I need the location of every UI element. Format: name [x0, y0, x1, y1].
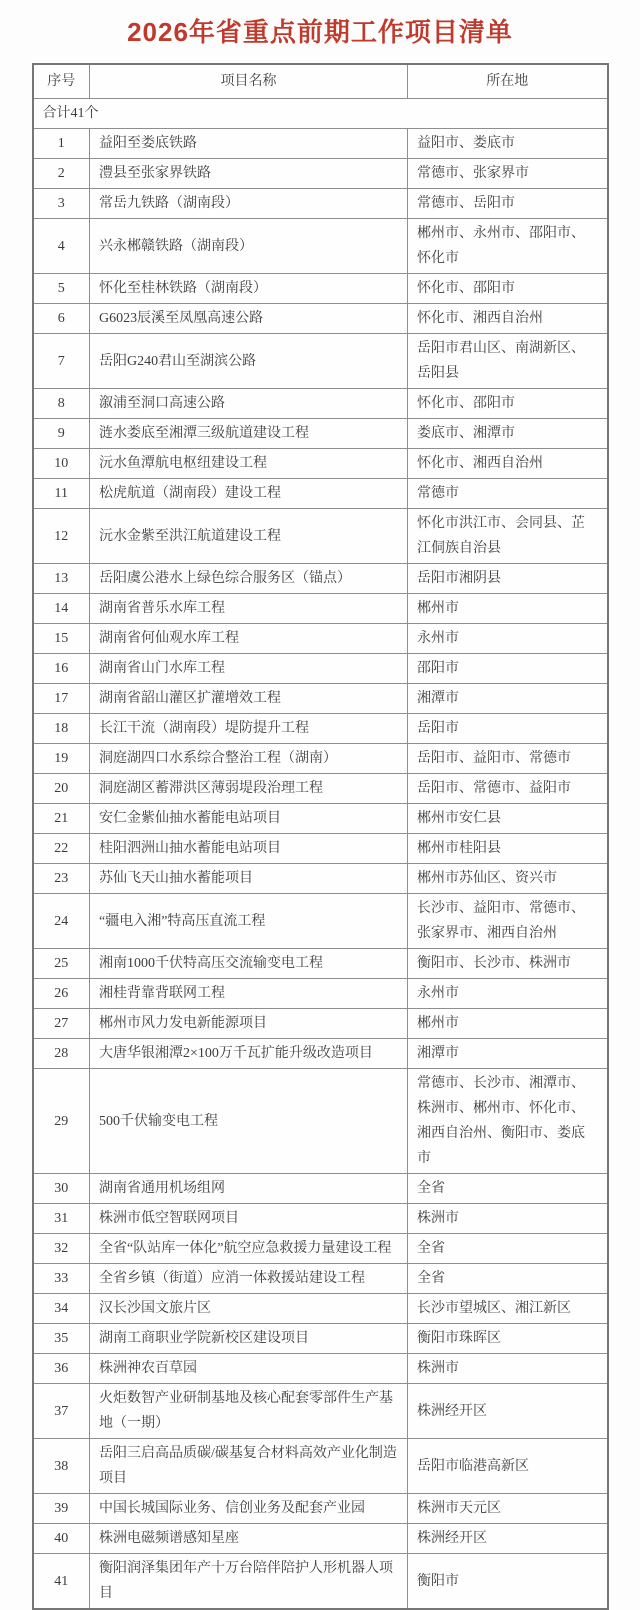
project-name-cell: 500千伏输变电工程 [90, 1069, 408, 1174]
location-cell: 怀化市、湘西自治州 [408, 449, 608, 479]
table-row [33, 1174, 608, 1204]
table-row [33, 1354, 608, 1384]
location-cell: 岳阳市 [408, 714, 608, 744]
project-name-cell: 湖南工商职业学院新校区建设项目 [90, 1324, 408, 1354]
table-row [33, 1264, 608, 1294]
project-name-cell: 湘南1000千伏特高压交流输变电工程 [90, 949, 408, 979]
summary-cell: 合计41个 [33, 99, 608, 129]
location-cell: 常德市、张家界市 [408, 159, 608, 189]
project-name-cell: 澧县至张家界铁路 [90, 159, 408, 189]
table-row [33, 274, 608, 304]
location-cell: 郴州市、永州市、邵阳市、怀化市 [408, 219, 608, 274]
table-row [33, 189, 608, 219]
row-index-cell: 9 [33, 419, 90, 449]
project-name-cell: 桂阳泗洲山抽水蓄能电站项目 [90, 834, 408, 864]
table-row [33, 334, 608, 389]
row-index-cell: 36 [33, 1354, 90, 1384]
table-row [33, 949, 608, 979]
project-name-cell: 大唐华银湘潭2×100万千瓦扩能升级改造项目 [90, 1039, 408, 1069]
project-table [32, 63, 609, 1610]
project-name-cell: 汉长沙国文旅片区 [90, 1294, 408, 1324]
row-index-cell: 12 [33, 509, 90, 564]
row-index-cell: 21 [33, 804, 90, 834]
table-row [33, 1494, 608, 1524]
location-cell: 郴州市 [408, 1009, 608, 1039]
col-header-name: 项目名称 [90, 64, 408, 99]
location-cell: 娄底市、湘潭市 [408, 419, 608, 449]
location-cell: 株洲经开区 [408, 1384, 608, 1439]
location-cell: 株洲经开区 [408, 1524, 608, 1554]
table-row [33, 159, 608, 189]
project-name-cell: 中国长城国际业务、信创业务及配套产业园 [90, 1494, 408, 1524]
project-name-cell: 湖南省通用机场组网 [90, 1174, 408, 1204]
project-name-cell: 岳阳虞公港水上绿色综合服务区（锚点） [90, 564, 408, 594]
project-name-cell: 衡阳润泽集团年产十万台陪伴陪护人形机器人项目 [90, 1554, 408, 1610]
row-index-cell: 8 [33, 389, 90, 419]
row-index-cell: 26 [33, 979, 90, 1009]
location-cell: 常德市、岳阳市 [408, 189, 608, 219]
table-body [33, 129, 608, 1610]
table-row [33, 1439, 608, 1494]
project-name-cell: 湖南省普乐水库工程 [90, 594, 408, 624]
location-cell: 株洲市 [408, 1354, 608, 1384]
table-row [33, 979, 608, 1009]
row-index-cell: 30 [33, 1174, 90, 1204]
row-index-cell: 7 [33, 334, 90, 389]
table-row [33, 1234, 608, 1264]
row-index-cell: 31 [33, 1204, 90, 1234]
table-row [33, 864, 608, 894]
project-name-cell: 益阳至娄底铁路 [90, 129, 408, 159]
location-cell: 岳阳市湘阴县 [408, 564, 608, 594]
location-cell: 湘潭市 [408, 1039, 608, 1069]
row-index-cell: 19 [33, 744, 90, 774]
location-cell: 株洲市天元区 [408, 1494, 608, 1524]
project-name-cell: 苏仙飞天山抽水蓄能项目 [90, 864, 408, 894]
project-name-cell: “疆电入湘”特高压直流工程 [90, 894, 408, 949]
table-row [33, 594, 608, 624]
table-row [33, 1294, 608, 1324]
project-name-cell: 岳阳三启高品质碳/碳基复合材料高效产业化制造项目 [90, 1439, 408, 1494]
row-index-cell: 34 [33, 1294, 90, 1324]
table-row [33, 834, 608, 864]
location-cell: 全省 [408, 1174, 608, 1204]
location-cell: 常德市、长沙市、湘潭市、株洲市、郴州市、怀化市、湘西自治州、衡阳市、娄底市 [408, 1069, 608, 1174]
location-cell: 衡阳市 [408, 1554, 608, 1610]
project-name-cell: 全省乡镇（街道）应消一体救援站建设工程 [90, 1264, 408, 1294]
table-row [33, 564, 608, 594]
location-cell: 株洲市 [408, 1204, 608, 1234]
table-row [33, 1324, 608, 1354]
project-name-cell: 株洲市低空智联网项目 [90, 1204, 408, 1234]
project-name-cell: 全省“队站库一体化”航空应急救援力量建设工程 [90, 1234, 408, 1264]
row-index-cell: 2 [33, 159, 90, 189]
row-index-cell: 6 [33, 304, 90, 334]
row-index-cell: 41 [33, 1554, 90, 1610]
row-index-cell: 10 [33, 449, 90, 479]
row-index-cell: 17 [33, 684, 90, 714]
location-cell: 常德市 [408, 479, 608, 509]
page-title: 2026年省重点前期工作项目清单 [127, 17, 513, 47]
table-row [33, 744, 608, 774]
row-index-cell: 24 [33, 894, 90, 949]
row-index-cell: 15 [33, 624, 90, 654]
location-cell: 长沙市、益阳市、常德市、张家界市、湘西自治州 [408, 894, 608, 949]
table-row [33, 624, 608, 654]
project-name-cell: 洞庭湖四口水系综合整治工程（湖南） [90, 744, 408, 774]
project-name-cell: 涟水娄底至湘潭三级航道建设工程 [90, 419, 408, 449]
project-name-cell: 湖南省山门水库工程 [90, 654, 408, 684]
project-name-cell: 兴永郴赣铁路（湖南段） [90, 219, 408, 274]
location-cell: 全省 [408, 1264, 608, 1294]
project-name-cell: 湖南省韶山灌区扩灌增效工程 [90, 684, 408, 714]
location-cell: 郴州市安仁县 [408, 804, 608, 834]
location-cell: 湘潭市 [408, 684, 608, 714]
project-name-cell: 火炬数智产业研制基地及核心配套零部件生产基地（一期） [90, 1384, 408, 1439]
table-row [33, 219, 608, 274]
project-name-cell: 怀化至桂林铁路（湖南段） [90, 274, 408, 304]
row-index-cell: 33 [33, 1264, 90, 1294]
project-name-cell: 沅水鱼潭航电枢纽建设工程 [90, 449, 408, 479]
table-row [33, 684, 608, 714]
col-header-location: 所在地 [408, 64, 608, 99]
row-index-cell: 40 [33, 1524, 90, 1554]
row-index-cell: 11 [33, 479, 90, 509]
project-name-cell: 溆浦至洞口高速公路 [90, 389, 408, 419]
table-row [33, 1204, 608, 1234]
row-index-cell: 20 [33, 774, 90, 804]
summary-row [33, 99, 608, 129]
project-name-cell: 株洲电磁频谱感知星座 [90, 1524, 408, 1554]
location-cell: 永州市 [408, 979, 608, 1009]
row-index-cell: 37 [33, 1384, 90, 1439]
row-index-cell: 3 [33, 189, 90, 219]
project-name-cell: G6023辰溪至凤凰高速公路 [90, 304, 408, 334]
row-index-cell: 18 [33, 714, 90, 744]
location-cell: 衡阳市、长沙市、株洲市 [408, 949, 608, 979]
location-cell: 岳阳市、常德市、益阳市 [408, 774, 608, 804]
location-cell: 郴州市苏仙区、资兴市 [408, 864, 608, 894]
project-name-cell: 洞庭湖区蓄滞洪区薄弱堤段治理工程 [90, 774, 408, 804]
location-cell: 岳阳市君山区、南湖新区、岳阳县 [408, 334, 608, 389]
table-row [33, 804, 608, 834]
row-index-cell: 4 [33, 219, 90, 274]
table-row [33, 654, 608, 684]
table-row [33, 1384, 608, 1439]
location-cell: 岳阳市、益阳市、常德市 [408, 744, 608, 774]
table-row [33, 1554, 608, 1610]
location-cell: 郴州市 [408, 594, 608, 624]
table-row [33, 419, 608, 449]
location-cell: 长沙市望城区、湘江新区 [408, 1294, 608, 1324]
location-cell: 邵阳市 [408, 654, 608, 684]
location-cell: 郴州市桂阳县 [408, 834, 608, 864]
location-cell: 怀化市、邵阳市 [408, 389, 608, 419]
table-row [33, 449, 608, 479]
project-name-cell: 安仁金紫仙抽水蓄能电站项目 [90, 804, 408, 834]
table-header [33, 64, 608, 129]
project-name-cell: 株洲神农百草园 [90, 1354, 408, 1384]
project-name-cell: 岳阳G240君山至湖滨公路 [90, 334, 408, 389]
project-name-cell: 湘桂背靠背联网工程 [90, 979, 408, 1009]
table-row [33, 304, 608, 334]
location-cell: 岳阳市临港高新区 [408, 1439, 608, 1494]
location-cell: 怀化市、邵阳市 [408, 274, 608, 304]
table-row [33, 894, 608, 949]
row-index-cell: 28 [33, 1039, 90, 1069]
location-cell: 益阳市、娄底市 [408, 129, 608, 159]
table-row [33, 1009, 608, 1039]
row-index-cell: 22 [33, 834, 90, 864]
row-index-cell: 23 [33, 864, 90, 894]
col-header-index: 序号 [33, 64, 90, 99]
location-cell: 全省 [408, 1234, 608, 1264]
row-index-cell: 39 [33, 1494, 90, 1524]
project-name-cell: 郴州市风力发电新能源项目 [90, 1009, 408, 1039]
table-row [33, 1524, 608, 1554]
table-row [33, 1039, 608, 1069]
project-name-cell: 长江干流（湖南段）堤防提升工程 [90, 714, 408, 744]
row-index-cell: 13 [33, 564, 90, 594]
row-index-cell: 1 [33, 129, 90, 159]
location-cell: 衡阳市珠晖区 [408, 1324, 608, 1354]
table-row [33, 129, 608, 159]
table-row [33, 774, 608, 804]
project-name-cell: 常岳九铁路（湖南段） [90, 189, 408, 219]
row-index-cell: 14 [33, 594, 90, 624]
row-index-cell: 29 [33, 1069, 90, 1174]
row-index-cell: 35 [33, 1324, 90, 1354]
row-index-cell: 27 [33, 1009, 90, 1039]
row-index-cell: 5 [33, 274, 90, 304]
project-name-cell: 湖南省何仙观水库工程 [90, 624, 408, 654]
location-cell: 怀化市洪江市、会同县、芷江侗族自治县 [408, 509, 608, 564]
row-index-cell: 25 [33, 949, 90, 979]
row-index-cell: 16 [33, 654, 90, 684]
header-row [33, 64, 608, 99]
row-index-cell: 38 [33, 1439, 90, 1494]
table-row [33, 389, 608, 419]
table-row [33, 479, 608, 509]
row-index-cell: 32 [33, 1234, 90, 1264]
location-cell: 永州市 [408, 624, 608, 654]
table-row [33, 1069, 608, 1174]
project-name-cell: 沅水金紫至洪江航道建设工程 [90, 509, 408, 564]
project-name-cell: 松虎航道（湖南段）建设工程 [90, 479, 408, 509]
table-row [33, 509, 608, 564]
location-cell: 怀化市、湘西自治州 [408, 304, 608, 334]
table-row [33, 714, 608, 744]
